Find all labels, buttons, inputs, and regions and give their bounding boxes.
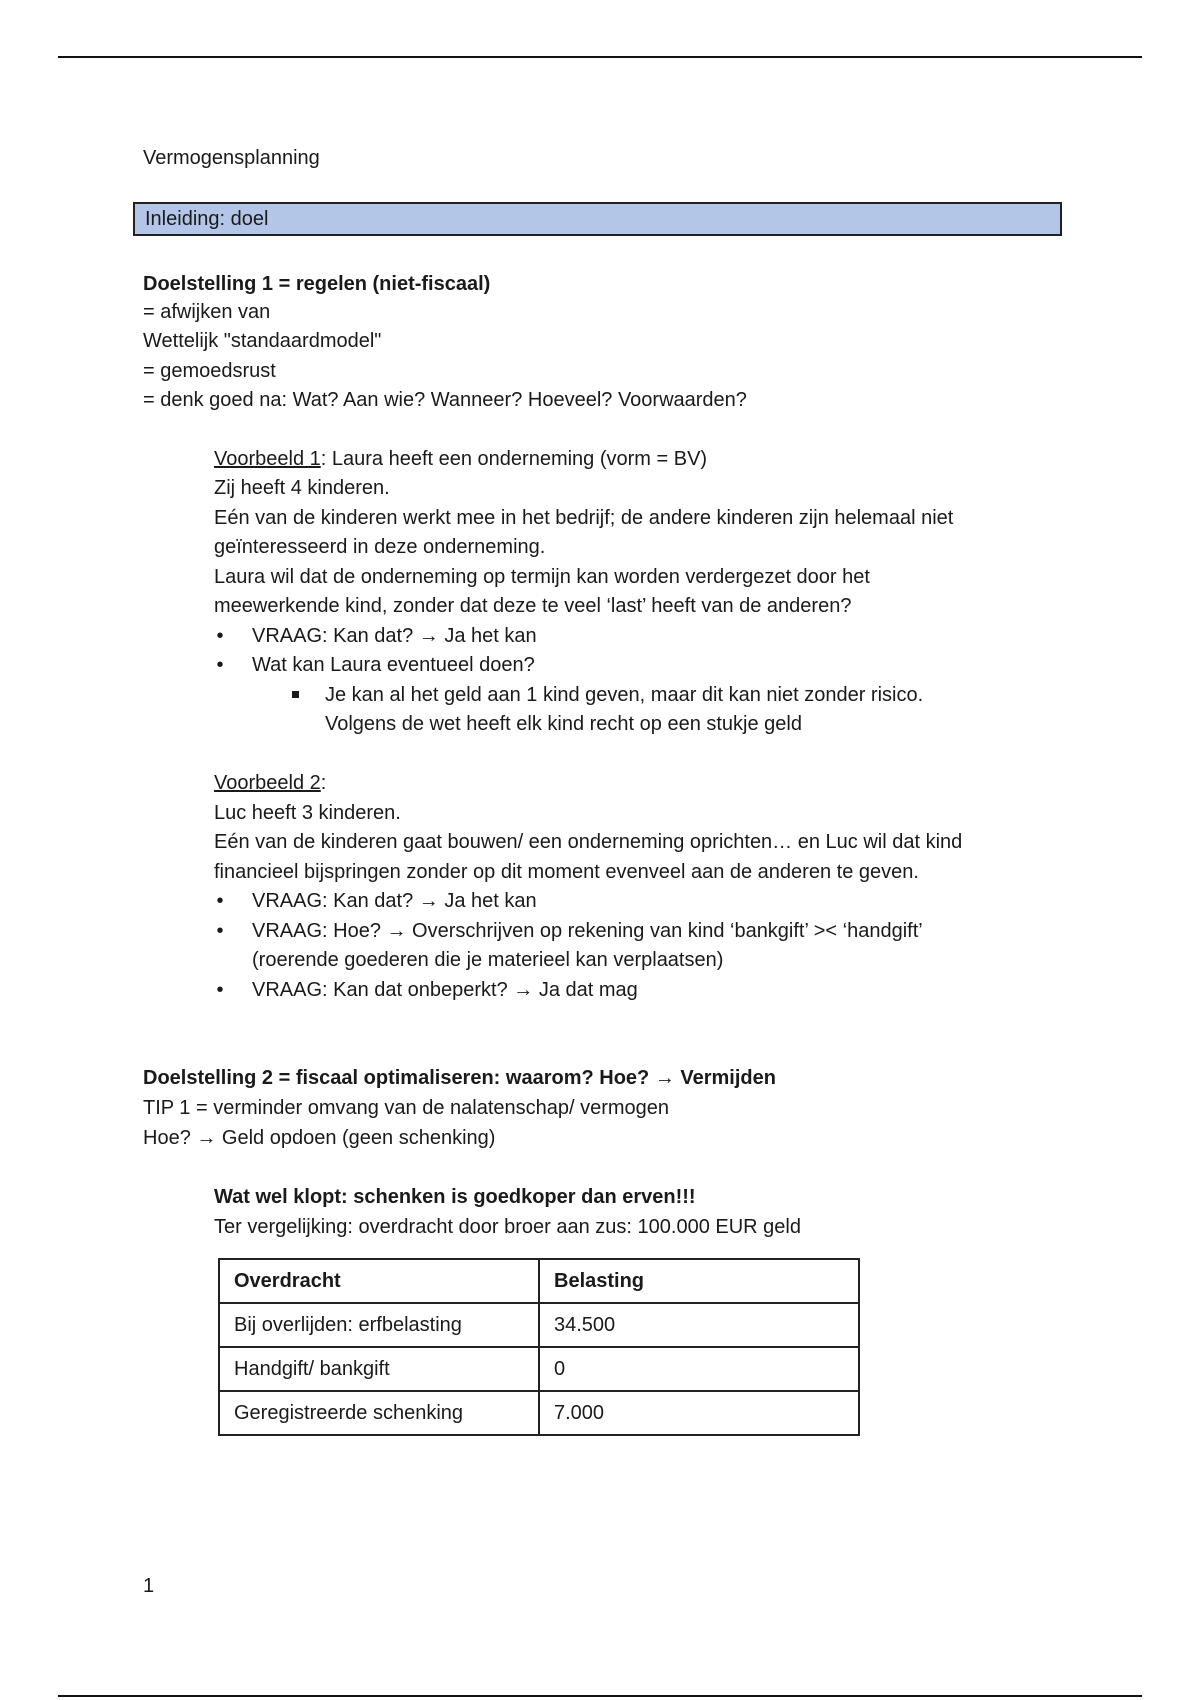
table-cell: Geregistreerde schenking xyxy=(219,1391,539,1435)
example1-line: Zij heeft 4 kinderen. xyxy=(214,477,390,499)
example1-bullet: Wat kan Laura eventueel doen? xyxy=(252,654,535,676)
table-cell: 7.000 xyxy=(539,1391,859,1435)
table-header-cell: Belasting xyxy=(539,1259,859,1303)
example1-bullet: VRAAG: Kan dat? → Ja het kan xyxy=(252,625,537,647)
example2-bullet: VRAAG: Kan dat? → Ja het kan xyxy=(252,890,537,912)
document-title: Vermogensplanning xyxy=(143,147,320,169)
table-row xyxy=(219,1303,859,1347)
goal2-line: Hoe? → Geld opdoen (geen schenking) xyxy=(143,1127,496,1149)
table-cell: 34.500 xyxy=(539,1303,859,1347)
table-header-row xyxy=(219,1259,859,1303)
example2-intro-text: : xyxy=(320,772,327,794)
section-heading-bar: Inleiding: doel xyxy=(133,202,1062,236)
bullet-dot-icon: • xyxy=(216,979,224,1001)
bullet-dot-icon: • xyxy=(216,890,224,912)
goal1-heading: Doelstelling 1 = regelen (niet-fiscaal) xyxy=(143,273,491,295)
example2-line: Eén van de kinderen gaat bouwen/ een onderneming oprichten… en Luc wil dat kind xyxy=(214,831,963,853)
comparison-subline: Ter vergelijking: overdracht door broer aan zus: 100.000 EUR geld xyxy=(214,1216,801,1238)
example2-line: Luc heeft 3 kinderen. xyxy=(214,802,401,824)
example1-line: meewerkende kind, zonder dat deze te veel ‘last’ heeft van de anderen? xyxy=(214,595,852,617)
comparison-heading: Wat wel klopt: schenken is goedkoper dan erven!!! xyxy=(214,1186,696,1208)
example1-intro xyxy=(214,445,707,473)
example2-bullet: VRAAG: Hoe? → Overschrijven op rekening van kind ‘bankgift’ >< ‘handgift’ xyxy=(252,920,923,942)
goal1-line: Wettelijk "standaardmodel" xyxy=(143,330,382,352)
table-header-cell: Overdracht xyxy=(219,1259,539,1303)
example1-intro-text: : Laura heeft een onderneming (vorm = BV) xyxy=(320,448,708,470)
example2-bullet: VRAAG: Kan dat onbeperkt? → Ja dat mag xyxy=(252,979,638,1001)
goal1-line: = denk goed na: Wat? Aan wie? Wanneer? Hoeveel? Voorwaarden? xyxy=(143,389,747,411)
example1-line: Eén van de kinderen werkt mee in het bedrijf; de andere kinderen zijn helemaal niet xyxy=(214,507,954,529)
goal1-line: = gemoedsrust xyxy=(143,360,276,382)
example1-sub-bullet-continuation: Volgens de wet heeft elk kind recht op een stukje geld xyxy=(325,713,802,735)
goal2-line: TIP 1 = verminder omvang van de nalatenschap/ vermogen xyxy=(143,1097,670,1119)
page-number: 1 xyxy=(143,1575,155,1597)
square-bullet-icon xyxy=(292,691,299,698)
example2-intro xyxy=(214,769,326,797)
table-row xyxy=(219,1391,859,1435)
example1-line: Laura wil dat de onderneming op termijn kan worden verdergezet door het xyxy=(214,566,870,588)
table-row xyxy=(219,1347,859,1391)
tax-comparison-table xyxy=(218,1258,860,1436)
table-cell: Handgift/ bankgift xyxy=(219,1347,539,1391)
example1-line: geïnteresseerd in deze onderneming. xyxy=(214,536,546,558)
footer-rule xyxy=(58,1695,1142,1697)
example2-bullet-continuation: (roerende goederen die je materieel kan verplaatsen) xyxy=(252,949,724,971)
goal1-line: = afwijken van xyxy=(143,301,271,323)
header-rule xyxy=(58,56,1142,58)
example1-label: Voorbeeld 1 xyxy=(214,448,321,470)
bullet-dot-icon: • xyxy=(216,654,224,676)
table-cell: 0 xyxy=(539,1347,859,1391)
table-cell: Bij overlijden: erfbelasting xyxy=(219,1303,539,1347)
bullet-dot-icon: • xyxy=(216,625,224,647)
bullet-dot-icon: • xyxy=(216,920,224,942)
example1-sub-bullet: Je kan al het geld aan 1 kind geven, maar dit kan niet zonder risico. xyxy=(325,684,924,706)
goal2-heading: Doelstelling 2 = fiscaal optimaliseren: waarom? Hoe? → Vermijden xyxy=(143,1067,776,1089)
example2-line: financieel bijspringen zonder op dit moment evenveel aan de anderen te geven. xyxy=(214,861,919,883)
example2-label: Voorbeeld 2 xyxy=(214,772,321,794)
